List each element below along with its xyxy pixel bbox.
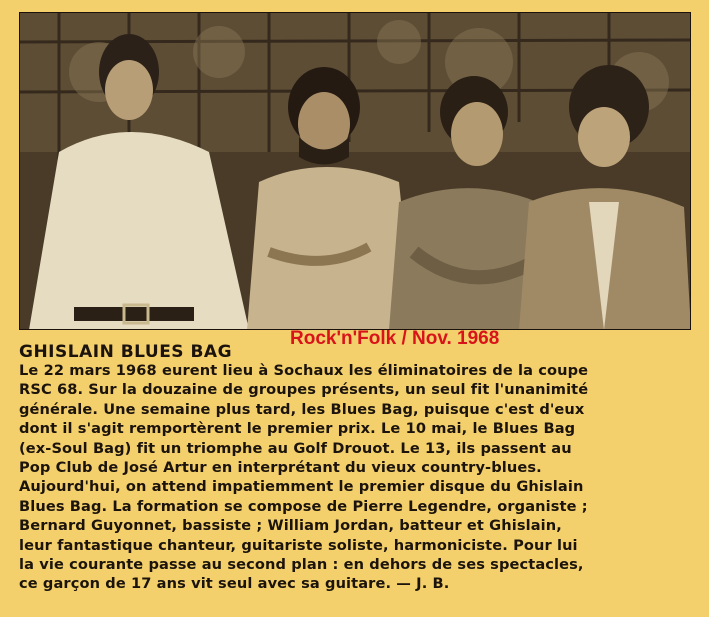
article-body — [19, 361, 699, 594]
article-line: Le 22 mars 1968 eurent lieu à Sochaux les éliminatoires de la coupe — [19, 362, 589, 379]
article-line: RSC 68. Sur la douzaine de groupes présents, un seul fit l'unanimité — [19, 381, 589, 399]
article-line: la vie courante passe au second plan : en dehors de ses spectacles, — [19, 556, 584, 574]
article-line: Pop Club de José Artur en interprétant du vieux country-blues. — [19, 459, 542, 477]
article-line: (ex-Soul Bag) fit un triomphe au Golf Drouot. Le 13, ils passent au — [19, 439, 572, 457]
band-photo — [19, 12, 691, 330]
article-line: Bernard Guyonnet, bassiste ; William Jordan, batteur et Ghislain, — [19, 517, 562, 535]
article-line: Aujourd'hui, on attend impatiemment le premier disque du Ghislain — [19, 478, 584, 496]
article-title: GHISLAIN BLUES BAG — [19, 342, 233, 362]
article-line: ce garçon de 17 ans vit seul avec sa guitare. — J. B. — [19, 575, 450, 593]
source-stamp: Rock'n'Folk / Nov. 1968 — [290, 328, 500, 349]
article-line: dont il s'agit remportèrent le premier prix. Le 10 mai, le Blues Bag — [19, 420, 576, 438]
article-line: générale. Une semaine plus tard, les Blues Bag, puisque c'est d'eux — [19, 400, 585, 418]
article-line: leur fantastique chanteur, guitariste soliste, harmoniciste. Pour lui — [19, 536, 578, 554]
article-line: Blues Bag. La formation se compose de Pierre Legendre, organiste ; — [19, 497, 588, 515]
